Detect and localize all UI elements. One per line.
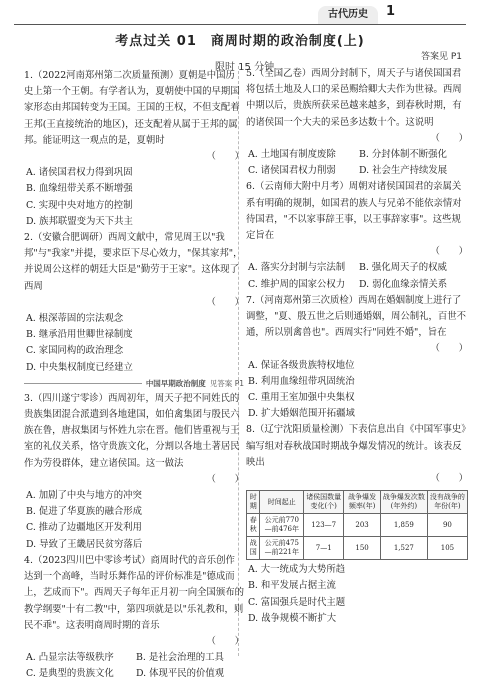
- table-cell: 公元前475—前221年: [260, 537, 304, 560]
- option-row: [246, 163, 468, 179]
- table-cell: 1,527: [380, 537, 427, 560]
- table-row: [247, 514, 468, 537]
- answer-blank: （ ）: [430, 132, 468, 144]
- table-cell: 战国: [247, 537, 260, 560]
- option-c: C. 家国同构的政治理念: [26, 345, 124, 357]
- option-b: B. 促进了华夏族的融合形成: [26, 506, 142, 518]
- question-5: [246, 66, 468, 179]
- header-rule: [14, 24, 466, 25]
- table-cell: 1,859: [380, 514, 427, 537]
- question-8: [246, 422, 468, 627]
- answer-reference: 答案见 P1: [420, 52, 462, 62]
- option-c: C. 是典型的贵族文化: [26, 668, 114, 680]
- option-d: D. 战争规模不断扩大: [248, 612, 337, 624]
- answer-blank: （ ）: [206, 296, 244, 308]
- table-cell: 203: [344, 514, 381, 537]
- question-stem: 5.（全国乙卷）西周分封制下，周天子与诸侯国国君将包括土地及人口的采邑赐给卿大夫作为世禄。西周中期以后，贵族所获采邑越来越多，到春秋时期，有的诸侯国一个大夫的采邑多达数十个。这说明: [246, 68, 462, 128]
- question-6: [246, 179, 468, 292]
- option-c: C. 富国强兵是时代主题: [248, 596, 346, 608]
- option-a: A. 大一统成为大势所趋: [248, 564, 346, 576]
- table-cell: 123—7: [304, 514, 344, 537]
- war-statistics-table: [246, 490, 468, 560]
- table-row: [247, 537, 468, 560]
- option-b: B. 分封体制不断强化: [359, 149, 447, 161]
- question-1: [24, 68, 244, 230]
- banner-answer-ref: 见答案 P1: [209, 378, 244, 388]
- subject-tag: 古代历史: [318, 6, 378, 24]
- option-row: [24, 650, 244, 666]
- question-stem: 1.（2022河南郑州第二次质量预测）夏朝是中国历史上第一个王朝。有学者认为，夏朝使中国的早期国家形态由邦国转变为王国。王国的王权，不但支配着王邦(王直接统治的地区)，还支配着从属于王邦的属邦。能证明这一观点的是，夏朝时: [24, 70, 240, 146]
- option-d: D. 扩大婚姻范围开拓疆域: [248, 408, 355, 420]
- option-a: A. 凸显宗法等级秩序: [26, 652, 114, 664]
- option-c: C. 维护周的国家公权力: [248, 278, 346, 290]
- option-a: A. 土地国有制度废除: [248, 149, 336, 161]
- question-stem: 8.（辽宁沈阳质量检测）下表信息出自《中国军事史》编写组对春秋战国时期战争爆发情况的统计。该表反映出: [246, 424, 466, 468]
- table-header: 没有战争的年份(年): [427, 491, 467, 514]
- question-stem: 6.（云南师大附中月考）周朝对诸侯国国君的亲属关系有明确的规制，如国君的族人与兄弟不能依亲情对待国君，"不以家事辞王事，以王事辞家事"。这些规定旨在: [246, 181, 462, 242]
- option-row: [246, 147, 468, 163]
- table-header-row: [247, 491, 468, 514]
- option-b: B. 血缘纽带关系不断增强: [26, 183, 133, 195]
- table-header: 诸侯国数量变化(个): [304, 491, 344, 514]
- option-c: C. 重用王室加强中央集权: [248, 392, 355, 404]
- table-header: 时间起止: [260, 491, 304, 514]
- option-row: [24, 666, 244, 682]
- table-cell: 105: [427, 537, 467, 560]
- option-d: D. 社会生产持续发展: [359, 165, 448, 177]
- table-header: 战争爆发频率(年): [344, 491, 381, 514]
- option-d: D. 导致了王畿居民贫穷落后: [26, 538, 143, 550]
- question-2: [24, 230, 244, 376]
- option-c: C. 推动了边疆地区开发利用: [26, 522, 142, 534]
- topic-banner: [24, 378, 244, 389]
- question-3: [24, 391, 244, 553]
- time-limit: 限时 15 分钟: [215, 62, 275, 73]
- left-column: [24, 68, 244, 683]
- table-cell: 7—1: [304, 537, 344, 560]
- table-header: 战争爆发次数(年外约): [380, 491, 427, 514]
- answer-blank: （ ）: [430, 473, 468, 485]
- table-cell: 90: [427, 514, 467, 537]
- answer-blank: （ ）: [206, 151, 244, 163]
- question-7: [246, 293, 468, 423]
- option-d: D. 弱化血缘亲情关系: [359, 278, 448, 290]
- option-b: B. 强化周天子的权威: [359, 262, 447, 274]
- option-c: C. 实现中央对地方的控制: [26, 199, 133, 211]
- page-number: 1: [386, 4, 396, 19]
- option-c: C. 诸侯国君权力削弱: [248, 165, 336, 177]
- option-b: B. 利用血缘纽带巩固统治: [248, 375, 355, 387]
- answer-blank: （ ）: [430, 246, 468, 258]
- option-b: B. 继承沿用世卿世禄制度: [26, 329, 133, 341]
- banner-rule: [24, 383, 142, 384]
- option-row: [246, 277, 468, 293]
- answer-blank: （ ）: [206, 635, 244, 647]
- option-d: D. 族邦联盟变为天下共主: [26, 215, 133, 227]
- table-header: 时期: [247, 491, 260, 514]
- answer-blank: （ ）: [430, 343, 468, 355]
- option-a: A. 加剧了中央与地方的冲突: [26, 490, 142, 502]
- banner-topic: 中国早期政治制度: [145, 378, 206, 388]
- question-stem: 2.（安徽合肥调研）西周文献中，常见周王以"我邦"与"我家"并提，要求臣下尽心效力，"保其家邦"，并说周公这样的朝廷大臣是"勤劳于王家"。这体现了西周: [24, 232, 243, 292]
- question-stem: 7.（河南郑州第三次质检）西周在婚姻制度上进行了调整，"夏、殷五世之后则通婚姻，周公制礼，百世不通，所以别禽兽也"。西周实行"同姓不婚"，旨在: [246, 294, 466, 339]
- answer-blank: （ ）: [206, 473, 244, 485]
- option-row: [246, 260, 468, 276]
- table-cell: 春秋: [247, 514, 260, 537]
- option-d: D. 中央集权制度已经建立: [26, 361, 133, 373]
- option-a: A. 诸侯国君权力得到巩固: [26, 167, 133, 179]
- table-cell: 150: [344, 537, 381, 560]
- option-b: B. 是社会治理的工具: [136, 652, 224, 664]
- table-cell: 公元前770—前476年: [260, 514, 304, 537]
- option-d: D. 体现平民的价值观: [136, 668, 225, 680]
- question-stem: 4.（2023四川巴中零诊考试）商周时代的音乐创作达到一个高峰，当时乐舞作品的评价标准是"德成而上，艺成而下"。西周天子每年正月初一向全国颁布的教学纲要"十有二教"中，第四项就是以"乐礼教和，则民不乖"。这表明商周时期的音乐: [24, 554, 244, 631]
- option-a: A. 保证各级贵族特权地位: [248, 359, 355, 371]
- page-title: 考点过关 01 商周时期的政治制度(上): [115, 34, 365, 49]
- option-a: A. 落实分封制与宗法制: [248, 262, 346, 274]
- question-stem: 3.（四川遂宁零诊）西周初年，周天子把不同姓氏的贵族集团混合派遣到各地建国，如伯禽集团与殷民六族在鲁，唐叔集团与怀姓九宗在晋。他们皆重视与王室的礼仪关系，恪守贵族文化，分割以各地土著居民作为劳役群体，建立诸侯国。这一做法: [24, 392, 240, 469]
- question-4: [24, 553, 244, 683]
- option-a: A. 根深蒂固的宗法观念: [26, 313, 124, 325]
- right-column: [246, 66, 468, 627]
- option-b: B. 和平发展占据主流: [248, 580, 336, 592]
